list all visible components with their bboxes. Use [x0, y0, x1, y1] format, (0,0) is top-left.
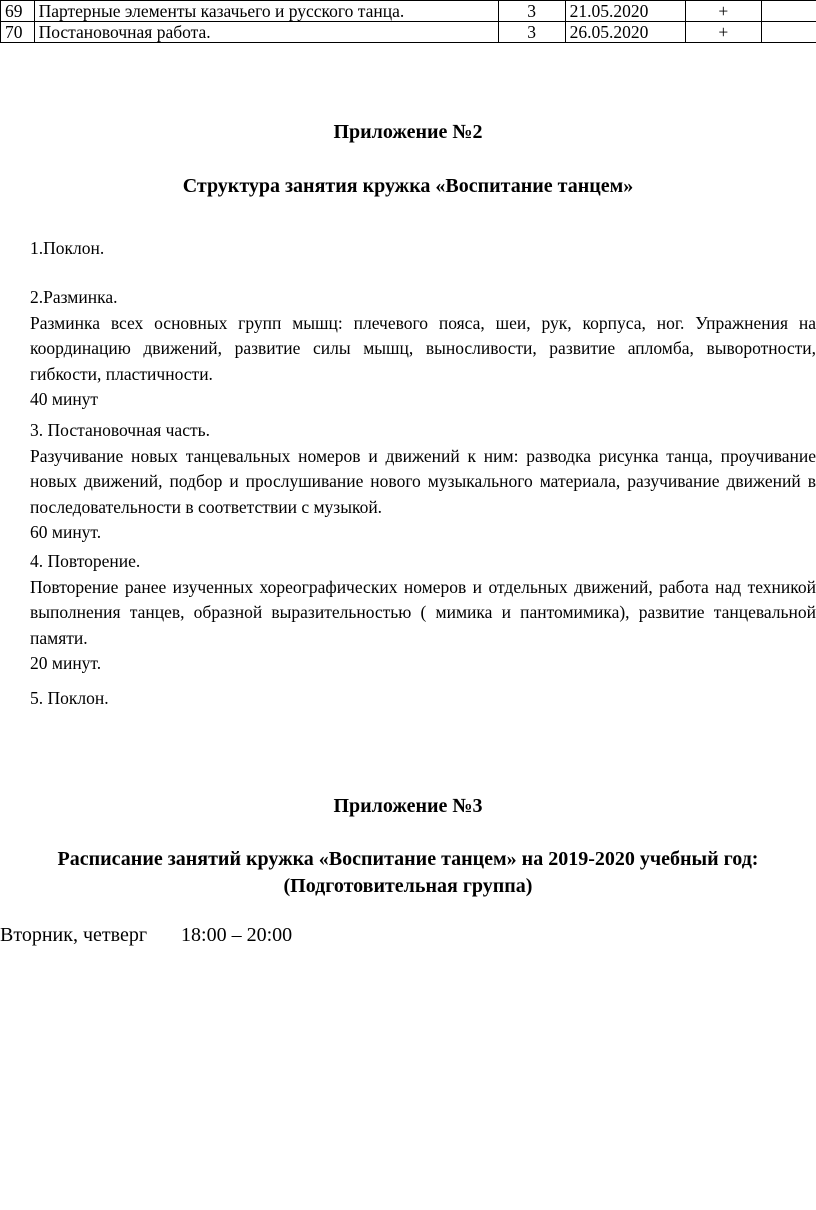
- lesson-plan-table: [0, 0, 816, 43]
- appendix2-subtitle: Структура занятия кружка «Воспитание танцем»: [182, 175, 634, 197]
- lesson-hours: 3: [498, 22, 565, 43]
- lesson-extra: [762, 1, 816, 22]
- item-warmup: [30, 285, 816, 413]
- lesson-mark: +: [685, 1, 761, 22]
- lesson-date: 21.05.2020: [565, 1, 685, 22]
- item-staging-text: Разучивание новых танцевальных номеров и движений к ним: разводка рисунка танца, проучивание новых движений, подбор и прослушивание нового музыкального материала, разучивание движений в последовательности в соответствии с музыкой.: [30, 445, 816, 517]
- table-row: [1, 1, 816, 22]
- appendix2-title: Приложение №2: [333, 121, 483, 143]
- schedule-line: [0, 922, 292, 948]
- lesson-mark: +: [685, 22, 761, 43]
- schedule-days: Вторник, четверг: [0, 924, 148, 946]
- item-warmup-time: 40 минут: [30, 389, 99, 409]
- item-staging-time: 60 минут.: [30, 522, 102, 542]
- item-repeat: [30, 549, 816, 677]
- lesson-topic: Партерные элементы казачьего и русского танца.: [34, 1, 498, 22]
- item-warmup-title: 2.Разминка.: [30, 287, 118, 307]
- lesson-date: 26.05.2020: [565, 22, 685, 43]
- lesson-topic: Постановочная работа.: [34, 22, 498, 43]
- appendix3-subtitle-line2: (Подготовительная группа): [283, 875, 533, 897]
- lesson-number: 70: [1, 22, 35, 43]
- appendix3-subtitle-line1: Расписание занятий кружка «Воспитание танцем» на 2019-2020 учебный год:: [57, 848, 759, 870]
- item-bow-start: 1.Поклон.: [30, 238, 105, 258]
- item-repeat-text: Повторение ранее изученных хореографических номеров и отдельных движений, работа над техникой выполнения танцев, образной выразительностью ( мимика и пантомимика), развитие танцевальной памяти.: [30, 576, 816, 648]
- item-staging-title: 3. Постановочная часть.: [30, 420, 210, 440]
- appendix3-title: Приложение №3: [333, 795, 483, 817]
- lesson-extra: [762, 22, 816, 43]
- schedule-time: 18:00 – 20:00: [181, 924, 293, 946]
- item-repeat-title: 4. Повторение.: [30, 551, 141, 571]
- item-repeat-time: 20 минут.: [30, 653, 102, 673]
- item-warmup-text: Разминка всех основных групп мышц: плечевого пояса, шеи, рук, корпуса, ног. Упражнения на координацию движений, развитие силы мышц, выносливости, развитие апломба, выворотности, гибкости, пластичности.: [30, 312, 816, 384]
- lesson-number: 69: [1, 1, 35, 22]
- table-row: [1, 22, 816, 43]
- item-bow-end: 5. Поклон.: [30, 688, 109, 708]
- lesson-hours: 3: [498, 1, 565, 22]
- item-staging: [30, 418, 816, 546]
